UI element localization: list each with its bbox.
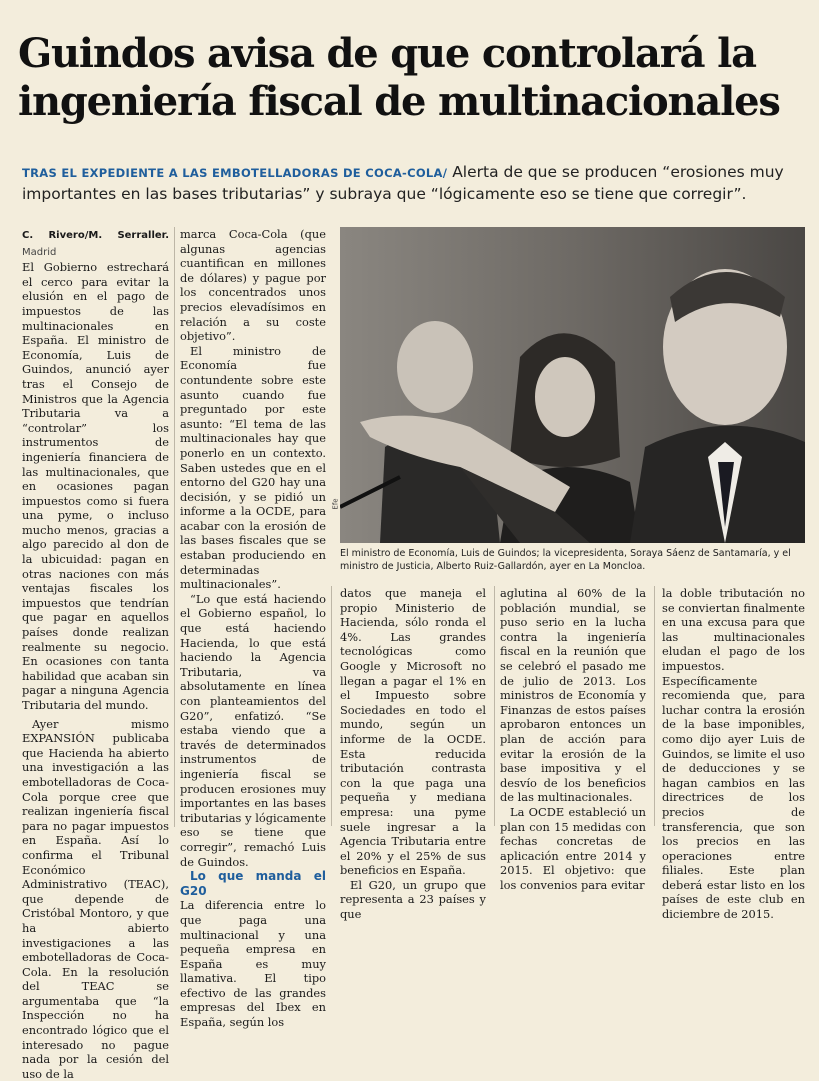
paragraph: La OCDE estableció un plan con 15 medidas con fechas concretas de aplicación entre 2014 y 2015. El objetivo: que los convenios para evitar	[500, 804, 646, 892]
deck-kicker: TRAS EL EXPEDIENTE A LAS EMBOTELLADORAS DE COCA-COLA/	[22, 166, 448, 180]
byline-place: Madrid	[22, 246, 57, 258]
deck	[22, 162, 802, 205]
headline: Guindos avisa de que controlará la ingeniería fiscal de multinacionales	[18, 30, 780, 125]
photo-caption: El ministro de Economía, Luis de Guindos; la vicepresidenta, Soraya Sáenz de Santamaría, y el ministro de Justicia, Alberto Ruiz-Gallardón, ayer en La Moncloa.	[340, 548, 791, 572]
byline-authors: C. Rivero/M. Serraller.	[22, 230, 169, 241]
paragraph: aglutina al 60% de la población mundial, se puso serio en la lucha contra la ingeniería fiscal en la reunión que se celebró el pasado me de julio de 2013. Los ministros de Economía y Finanzas de estos países aprobaron entonces un plan de acción para evitar la erosión de la base impositiva y el desvío de los beneficios de las multinacionales.	[500, 586, 646, 805]
subheading: Lo que manda el G20	[180, 869, 326, 898]
article-column-5	[662, 586, 805, 922]
paragraph: El ministro de Economía fue contundente sobre este asunto cuando fue preguntado por este asunto: “El tema de las multinacionales hay que ponerlo en un contexto. Saben ustedes que en el entorno del G20 hay una decisión, y se pidió un informe a la OCDE, para acabar con la erosión de las bases fiscales que se estaban produciendo en determinadas multinacionales”.	[180, 343, 326, 592]
column-divider	[494, 586, 495, 826]
paragraph: datos que maneja el propio Ministerio de Hacienda, sólo ronda el 4%. Las grandes tecnológicas como Google y Microsoft no llegan a pagar el 1% en el Impuesto sobre Sociedades en todo el mundo, según un informe de la OCDE. Esta reducida tributación contrasta con la que paga una pequeña y mediana empresa: una pyme suele ingresar a la Agencia Tributaria entre el 20% y el 25% de sus beneficios en España.	[340, 586, 486, 878]
paragraph: “Lo que está haciendo el Gobierno español, lo que está haciendo Hacienda, lo que está haciendo la Agencia Tributaria, va absolutamente en línea con planteamientos del G20”, enfatizó. “Se estaba viendo que a través de determinados instrumentos de ingeniería fiscal se producen erosiones muy importantes en las bases tributarias y lógicamente eso se tiene que corregir”, remachó Luis de Guindos.	[180, 591, 326, 869]
paragraph: El Gobierno estrechará el cerco para evitar la elusión en el pago de impuestos de las multinacionales en España. El ministro de Economía, Luis de Guindos, anunció ayer tras el Consejo de Ministros que la Agencia Tributaria va a “controlar” los instrumentos de ingeniería financiera de las multinacionales, que en ocasiones pagan impuestos como si fuera una pyme, o incluso mucho menos, gracias a algo parecido al don de la ubicuidad: pagan en otras naciones con más ventajas fiscales los impuestos que tendrían que pagar en aquellos países donde realizan realmente su negocio. En ocasiones con tanta habilidad que acaban sin pagar a ninguna Agencia Tributaria del mundo.	[22, 260, 169, 712]
paragraph: Ayer mismo EXPANSIÓN publicaba que Hacienda ha abierto una investigación a las embotelladoras de Coca-Cola porque cree que realizan ingeniería fiscal para no pagar impuestos en España. Así lo confirma el Tribunal Económico Administrativo (TEAC), que depende de Cristóbal Montoro, y que ha abierto investigaciones a las embotelladoras de Coca-Cola. En la resolución del TEAC se argumentaba que “la Inspección no ha encontrado lógico que el interesado no pague nada por la cesión del uso de la	[22, 716, 169, 1081]
paragraph: La diferencia entre lo que paga una multinacional y una pequeña empresa en España es muy llamativa. El tipo efectivo de las grandes empresas del Ibex en España, según los	[180, 898, 326, 1030]
paragraph: la doble tributación no se conviertan finalmente en una excusa para que las multinacionales eludan el pago de los impuestos. Específicamente recomienda que, para luchar contra la erosión de la base imponibles, como dijo ayer Luis de Guindos, se limite el uso de deducciones y se hagan cambios en las directrices de los precios de transferencia, que son los precios en las operaciones entre filiales. Este plan deberá estar listo en los países de este club en diciembre de 2015.	[662, 586, 805, 922]
article-column-2	[180, 227, 326, 1030]
column-divider	[331, 586, 332, 826]
byline	[22, 227, 169, 260]
news-photo	[340, 227, 805, 543]
paragraph: marca Coca-Cola (que algunas agencias cuantifican en millones de dólares) y pague por los concentrados unos precios elevadísimos en relación a su coste objetivo”.	[180, 227, 326, 344]
column-divider	[174, 227, 175, 827]
photo-credit: Efe	[331, 498, 340, 510]
article-column-4	[500, 586, 646, 892]
column-divider	[654, 586, 655, 826]
deck-text: Alerta de que se producen “erosiones muy importantes en las bases tributarias” y subraya que “lógicamente eso se tiene que corregir”.	[22, 163, 784, 203]
article-column-1	[22, 227, 169, 1081]
paragraph: El G20, un grupo que representa a 23 países y que	[340, 877, 486, 922]
article-column-3	[340, 586, 486, 922]
